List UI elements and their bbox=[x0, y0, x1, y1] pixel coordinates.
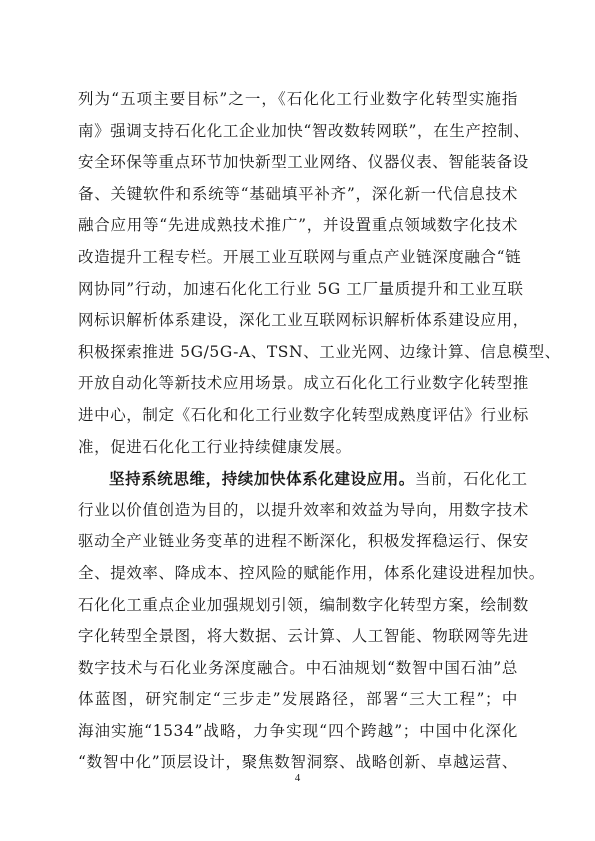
text-line: 开放自动化等新技术应用场景。成立石化化工行业数字化转型推 bbox=[78, 374, 529, 393]
text-line: 进中心，制定《石化和化工行业数字化转型成熟度评估》行业标 bbox=[78, 405, 529, 424]
bold-lead-sentence: 坚持系统思维，持续加快体系化建设应用。 bbox=[109, 469, 415, 489]
text-line: 安全环保等重点环节加快新型工业网络、仪器仪表、智能装备设 bbox=[78, 153, 529, 172]
text-line: 海油实施“1534”战略，力争实现“四个跨越”；中国中化深化 bbox=[78, 721, 518, 740]
body-text bbox=[78, 84, 561, 779]
text-line: 全、提效率、降成本、控风险的赋能作用，体系化建设进程加快。 bbox=[78, 563, 545, 582]
text-line: 体蓝图，研究制定“三步走”发展路径，部署“三大工程”；中 bbox=[78, 690, 518, 709]
text-line: 网协同”行动，加速石化化工行业 5G 工厂量质提升和工业互联 bbox=[78, 279, 524, 298]
text-line: 行业以价值创造为目的，以提升效率和效益为导向，用数字技术 bbox=[78, 500, 529, 519]
text-line: 数字技术与石化业务深度融合。中石油规划“数智中国石油”总 bbox=[78, 658, 518, 677]
text-line: 石化化工重点企业加强规划引领，编制数字化转型方案，绘制数 bbox=[78, 595, 529, 614]
text-line: 改造提升工程专栏。开展工业互联网与重点产业链深度融合“链 bbox=[78, 247, 522, 266]
first-line-rest: 当前，石化化工 bbox=[414, 470, 528, 489]
text-line: 备、关键软件和系统等“基础填平补齐”，深化新一代信息技术 bbox=[78, 184, 518, 203]
text-line: 融合应用等“先进成熟技术推广”，并设置重点领域数字化技术 bbox=[78, 216, 518, 235]
text-line: 积极探索推进 5G/5G-A、TSN、工业光网、边缘计算、信息模型、 bbox=[78, 342, 561, 361]
paragraph-first-line bbox=[78, 463, 528, 495]
text-line: 驱动全产业链业务变革的进程不断深化，积极发挥稳运行、保安 bbox=[78, 532, 529, 551]
text-line: 南》强调支持石化化工企业加快“智改数转网联”，在生产控制、 bbox=[78, 121, 530, 140]
text-line: 列为“五项主要目标”之一，《石化化工行业数字化转型实施指 bbox=[78, 90, 518, 108]
text-line: 准，促进石化化工行业持续健康发展。 bbox=[78, 437, 352, 456]
text-line: 字化转型全景图，将大数据、云计算、人工智能、物联网等先进 bbox=[78, 627, 529, 646]
text-line: “数智中化”顶层设计，聚焦数智洞察、战略创新、卓越运营、 bbox=[78, 753, 518, 772]
page-number: 4 bbox=[294, 772, 301, 784]
text-line: 网标识解析体系建设，深化工业互联网标识解析体系建设应用， bbox=[78, 311, 529, 330]
paragraph-2 bbox=[78, 463, 545, 779]
paragraph-1 bbox=[78, 84, 561, 463]
